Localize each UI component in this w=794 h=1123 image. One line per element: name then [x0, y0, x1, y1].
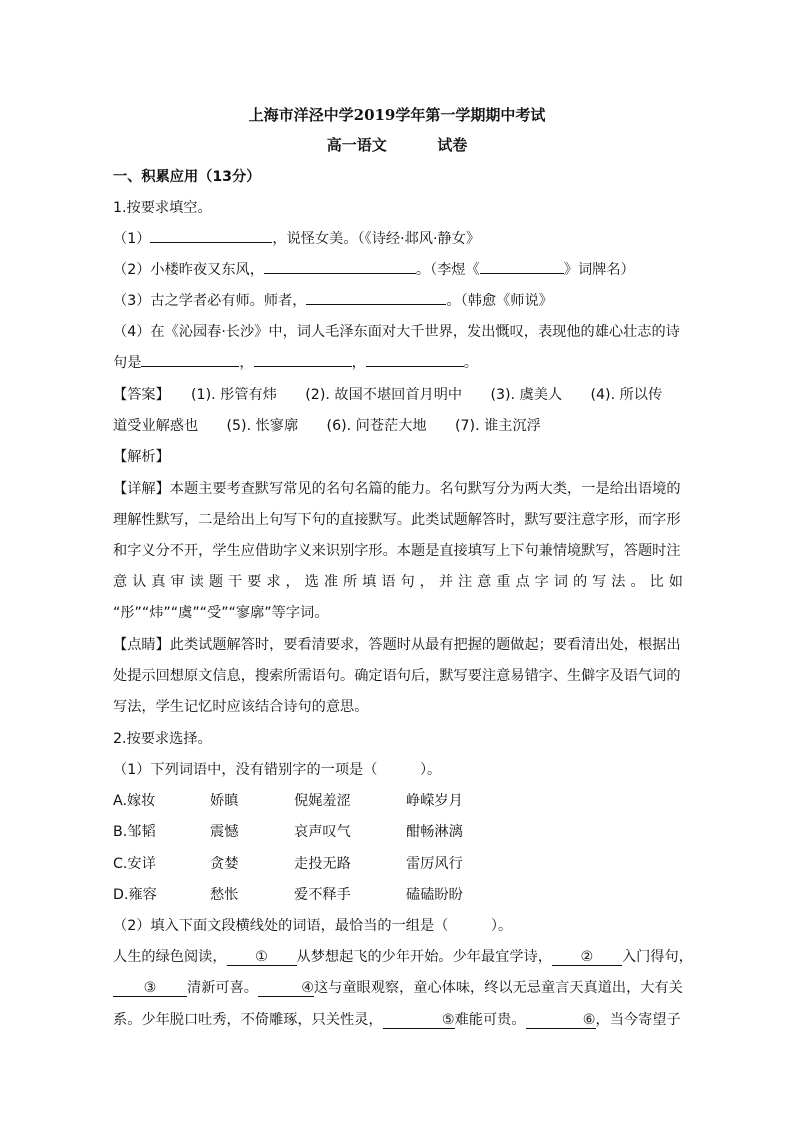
passage-text: 从梦想起飞的少年开始。少年最宜学诗， — [296, 949, 552, 965]
part-3-text-a: （3）古之学者必有师。师者， — [113, 293, 307, 309]
option-d-word: 爱不释手 — [294, 887, 351, 903]
answer-blank[interactable] — [141, 352, 239, 367]
part-3-text-b: 。（韩愈《师说》 — [446, 293, 553, 309]
blank-6[interactable]: ⑥ — [526, 1012, 596, 1029]
blank-2[interactable]: ② — [552, 949, 622, 966]
question-2-stem: 2.按要求选择。 — [113, 731, 212, 747]
answer-blank[interactable] — [306, 290, 446, 305]
question-1-part-4: （4）在《沁园春·长沙》中，词人毛泽东面对大千世界，发出慨叹，表现他的雄心壮志的诗 — [113, 324, 680, 340]
option-b-word: 哀声叹气 — [294, 824, 351, 840]
part-1-label: （1） — [113, 231, 151, 247]
option-d-word: 磕磕盼盼 — [406, 887, 463, 903]
blank-4[interactable]: ④ — [258, 980, 314, 997]
passage-text: 难能可贵。 — [454, 1012, 526, 1028]
part-1-text: ，说怪女美。（《诗经·邶风·静女》 — [272, 231, 481, 247]
subject-label: 高一语文 — [326, 136, 387, 154]
part-2-text-c: 》词牌名） — [563, 262, 635, 278]
option-b-label[interactable]: B.邹韬 — [113, 824, 156, 840]
part-2-text-b: 。（李煜《 — [415, 262, 480, 278]
option-c-label[interactable]: C.安详 — [113, 856, 156, 872]
passage-text: ，当今寄望子 — [595, 1012, 681, 1028]
answer-line-2: 道受业解惑也 (5). 怅寥廓 (6). 问苍茫大地 (7). 谁主沉浮 — [113, 418, 541, 434]
answer-line-1: 【答案】 (1). 彤管有炜 (2). 故国不堪回首月明中 (3). 虞美人 (4). 所以传 — [113, 387, 663, 403]
option-a-word: 娇瞋 — [210, 793, 239, 809]
passage-text: 入门得句， — [621, 949, 693, 965]
paper-label: 试卷 — [437, 136, 468, 154]
detail-line: “彤”“炜”“虞”“受”“寥廓”等字词。 — [113, 605, 329, 621]
option-a-word: 峥嵘岁月 — [406, 793, 463, 809]
answer-blank[interactable] — [480, 259, 564, 274]
answer-blank[interactable] — [264, 259, 416, 274]
passage-text: 这与童眼观察，童心体味，终以无忌童言天真道出，大有关 — [313, 980, 683, 996]
option-d-word: 愁怅 — [210, 887, 239, 903]
period: 。 — [463, 355, 478, 371]
passage-line-3 — [113, 1009, 683, 1029]
exam-subtitle — [0, 134, 794, 155]
option-d-label[interactable]: D.雍容 — [113, 887, 157, 903]
analysis-tag: 【解析】 — [113, 449, 170, 465]
blank-1[interactable]: ① — [227, 949, 297, 966]
answer-blank[interactable] — [150, 228, 272, 243]
option-c-word: 走投无路 — [294, 856, 351, 872]
tip-line: 处提示回想原文信息，搜索所需语句。确定语句后，默写要注意易错字、生僻字及语气词的 — [113, 668, 681, 684]
separator: ， — [239, 355, 254, 371]
option-c-word: 贪婪 — [210, 856, 239, 872]
question-2-sub-2: （2）填入下面文段横线处的词语，最恰当的一组是（ ）。 — [113, 918, 513, 934]
answer-blank[interactable] — [254, 352, 352, 367]
detail-line: 和字义分不开，学生应借助字义来识别字形。本题是直接填写上下句兼情境默写，答题时注 — [113, 543, 681, 559]
option-a-word: 倪娓羞涩 — [294, 793, 351, 809]
question-1-stem: 1.按要求填空。 — [113, 200, 212, 216]
tip-line: 写法，学生记忆时应该结合诗句的意思。 — [113, 699, 369, 715]
option-c-word: 雷厉风行 — [406, 856, 463, 872]
question-1-part-3 — [113, 290, 683, 310]
option-b-word: 震憾 — [210, 824, 239, 840]
tip-line: 【点睛】此类试题解答时，要看清要求，答题时从最有把握的题做起；要看清出处，根据出 — [113, 637, 681, 653]
separator: ， — [351, 355, 366, 371]
question-1-part-2 — [113, 259, 683, 279]
part-4-text: 句是 — [113, 355, 142, 371]
option-a-label[interactable]: A.嫁妆 — [113, 793, 156, 809]
part-2-text-a: （2）小楼昨夜又东风， — [113, 262, 264, 278]
blank-3[interactable]: ③ — [113, 980, 187, 997]
answer-blank[interactable] — [366, 352, 464, 367]
question-2-sub-1: （1）下列词语中，没有错别字的一项是（ ）。 — [113, 762, 442, 778]
detail-line: 理解性默写，二是给出上句写下句的直接默写。此类试题解答时，默写要注意字形，而字形 — [113, 512, 681, 528]
section-heading: 一、积累应用（13分） — [113, 169, 261, 185]
passage-text: 人生的绿色阅读， — [113, 949, 227, 965]
exam-title: 上海市洋泾中学2019学年第一学期期中考试 — [248, 106, 546, 124]
detail-line: 【详解】本题主要考查默写常见的名句名篇的能力。名句默写分为两大类，一是给出语境的 — [113, 481, 681, 497]
question-1-part-1 — [113, 228, 683, 248]
detail-line: 意认真审读题干要求，选准所填语句，并注意重点字词的写法。比如 — [113, 574, 683, 590]
question-1-part-4-cont — [113, 352, 683, 372]
passage-text: 系。少年脱口吐秀，不倚雕琢，只关性灵， — [113, 1012, 383, 1028]
option-b-word: 酣畅淋漓 — [406, 824, 463, 840]
blank-5[interactable]: ⑤ — [383, 1012, 455, 1029]
passage-line-1 — [113, 946, 693, 966]
passage-line-2 — [113, 977, 683, 997]
passage-text: 清新可喜。 — [187, 980, 258, 996]
